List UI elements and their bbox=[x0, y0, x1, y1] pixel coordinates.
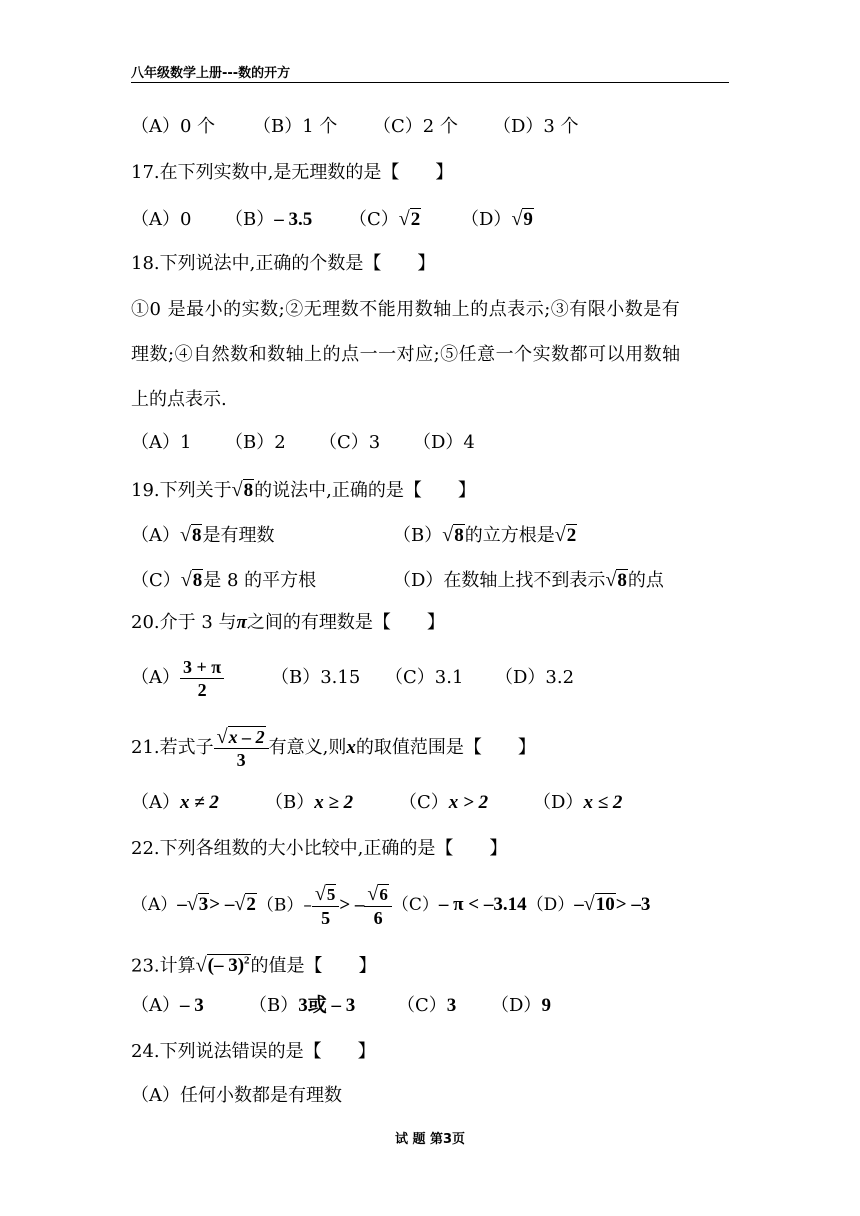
q21-option-b: （B）x ≥ 2 bbox=[265, 792, 354, 813]
q16-option-c: （C）2 个 bbox=[373, 116, 458, 137]
q23-option-b: （B）3或 – 3 bbox=[249, 995, 356, 1016]
q19-options-cd bbox=[131, 567, 731, 594]
q17-option-b: （B）– 3.5 bbox=[225, 209, 313, 230]
fraction: $\frac{√x - 2}{3}$ bbox=[214, 726, 269, 771]
q21-options bbox=[131, 790, 731, 816]
q19-option-a: （A）√8是有理数 bbox=[131, 524, 275, 546]
q16-option-a: （A）0 个 bbox=[131, 116, 216, 137]
q18-options bbox=[131, 430, 731, 456]
q17-option-d: （D）√9 bbox=[461, 208, 533, 230]
q21-stem: 21.若式子 $\frac{√x - 2}{3}$ 有意义,则x的取值范围是【 】 bbox=[131, 725, 536, 770]
q24-option-a: （A）任何小数都是有理数 bbox=[131, 1085, 342, 1106]
sqrt-symbol: √2 bbox=[398, 208, 421, 230]
q18-option-a: （A）1 bbox=[131, 432, 192, 453]
q16-options bbox=[131, 114, 731, 140]
q23-options bbox=[131, 993, 731, 1019]
q17-stem: 17.在下列实数中,是无理数的是【 】 bbox=[131, 162, 454, 183]
q19-options-ab bbox=[131, 522, 731, 549]
q22-option-d: （D）–√10> –3 bbox=[526, 893, 651, 915]
fraction: $\frac{3 + \pi}{2}$ bbox=[180, 656, 224, 701]
header-title: 八年级数学上册---数的开方 bbox=[131, 66, 291, 81]
q23-option-a: （A）– 3 bbox=[131, 995, 204, 1016]
q23-option-c: （C）3 bbox=[397, 995, 457, 1016]
q24-stem: 24.下列说法错误的是【 】 bbox=[131, 1041, 376, 1062]
q18-option-d: （D）4 bbox=[413, 432, 475, 453]
q18-body-3: 上的点表示. bbox=[131, 389, 227, 410]
q18-option-c: （C）3 bbox=[319, 432, 381, 453]
q20-options bbox=[131, 653, 731, 703]
q21-option-d: （D）x ≤ 2 bbox=[533, 792, 623, 813]
q19-option-d: （D）在数轴上找不到表示√8的点 bbox=[393, 569, 664, 591]
page-header bbox=[131, 58, 729, 83]
q21-option-a: （A）x ≠ 2 bbox=[131, 792, 219, 813]
q19-option-b: （B）√8的立方根是√2 bbox=[393, 524, 577, 546]
q23-stem: 23.计算√(– 3)$^2$的值是【 】 bbox=[131, 954, 377, 977]
q19-stem: 19.下列关于√8的说法中,正确的是【 】 bbox=[131, 479, 476, 501]
q16-option-d: （D）3 个 bbox=[493, 116, 579, 137]
q17-option-a: （A）0 bbox=[131, 209, 192, 230]
q19-option-c: （C）√8是 8 的平方根 bbox=[131, 569, 317, 591]
q20-stem: 20.介于 3 与π之间的有理数是【 】 bbox=[131, 612, 445, 633]
q16-option-b: （B）1 个 bbox=[253, 116, 338, 137]
q22-options bbox=[131, 874, 731, 936]
q21-option-c: （C）x > 2 bbox=[399, 792, 489, 813]
q20-option-a: （A） $\frac{3 + \pi}{2}$ bbox=[131, 653, 271, 703]
q22-option-b: （B）– $\frac{√5}{5}$ > – $\frac{√6}{6}$ bbox=[257, 875, 392, 936]
q20-option-d: （D）3.2 bbox=[495, 667, 575, 688]
q18-option-b: （B）2 bbox=[225, 432, 286, 453]
q18-body-1: ①0 是最小的实数;②无理数不能用数轴上的点表示;③有限小数是有 bbox=[131, 299, 681, 320]
q22-option-a: （A）–√3> –√2 bbox=[131, 893, 256, 915]
page-footer: 试 题 第3页 bbox=[394, 1132, 466, 1147]
q18-stem: 18.下列说法中,正确的个数是【 】 bbox=[131, 253, 436, 274]
q17-options bbox=[131, 206, 731, 233]
q20-option-b: （B）3.15 bbox=[271, 667, 361, 688]
q18-body-2: 理数;④自然数和数轴上的点一一对应;⑤任意一个实数都可以用数轴 bbox=[131, 344, 681, 365]
q20-option-c: （C）3.1 bbox=[385, 667, 464, 688]
q17-option-c: （C）√2 bbox=[349, 206, 461, 233]
q23-option-d: （D）9 bbox=[491, 995, 551, 1016]
q22-option-c: （C）– π < –3.14 bbox=[391, 894, 527, 915]
q22-stem: 22.下列各组数的大小比较中,正确的是【 】 bbox=[131, 838, 508, 859]
